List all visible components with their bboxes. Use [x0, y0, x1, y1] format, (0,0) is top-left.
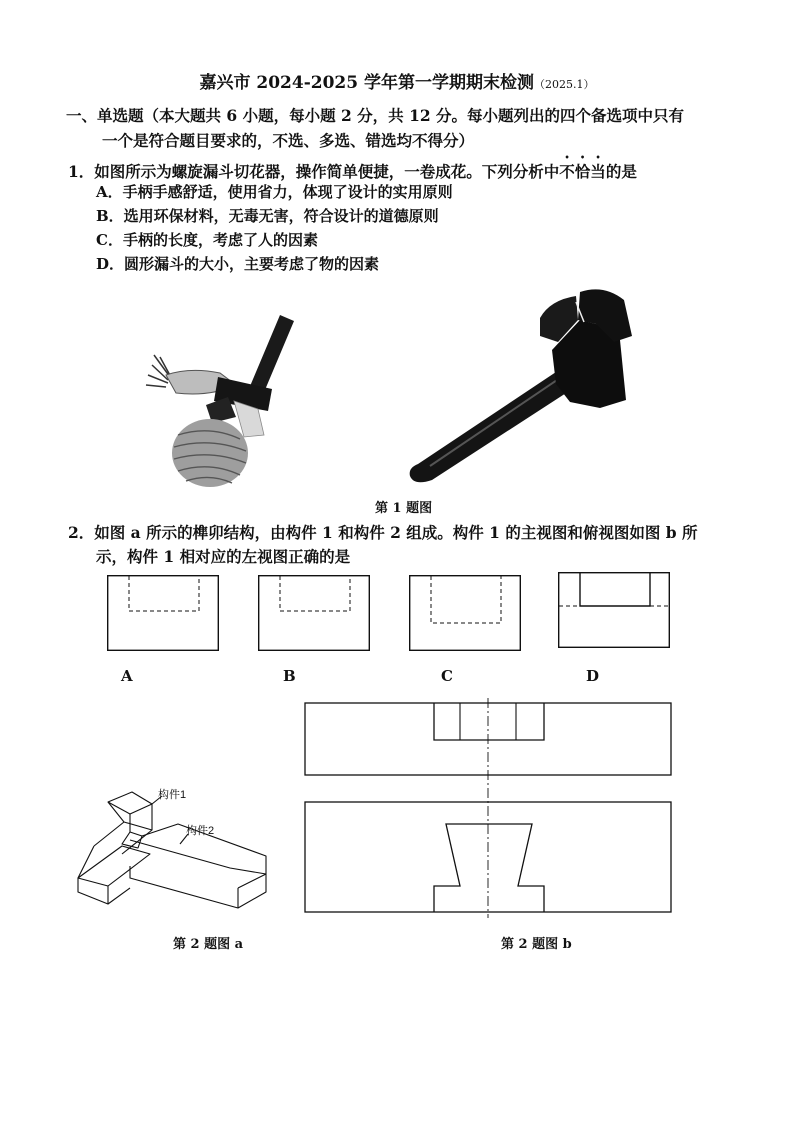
- q2-option-a-label[interactable]: A: [121, 667, 133, 685]
- q2-option-a-view[interactable]: [107, 575, 219, 651]
- exam-title: [0, 68, 794, 93]
- label-part2: 构件2: [186, 825, 215, 837]
- section-heading: [66, 103, 726, 153]
- q2-figure-a: [70, 782, 280, 914]
- q2-option-c-view[interactable]: [409, 575, 521, 651]
- q2-option-b-label[interactable]: B: [283, 667, 296, 685]
- q1-option-b[interactable]: B．选用环保材料，无毒无害，符合设计的道德原则: [96, 207, 439, 225]
- q2-caption-a: 第 2 题图 a: [173, 937, 244, 952]
- label-part1: 构件1: [158, 789, 187, 801]
- q2-figure-b: [300, 698, 680, 920]
- q2-caption-b: 第 2 题图 b: [501, 937, 572, 952]
- q2-option-c-label[interactable]: C: [441, 667, 453, 685]
- q2-stem-line1: 2．如图 a 所示的榫卯结构，由构件 1 和构件 2 组成。构件 1 的主视图和俯视图如图 b 所: [68, 523, 698, 542]
- q1-photo-cutter: [400, 280, 640, 490]
- q2-option-d-label[interactable]: D: [586, 667, 600, 685]
- section-note-line1: （本大题共 6 小题，每小题 2 分，共 12 分。每小题列出的四个备选项中只有: [143, 106, 685, 125]
- q1-stem-prefix: 1．如图所示为螺旋漏斗切花器，操作简单便捷，一卷成花。下列分析中: [68, 162, 560, 181]
- section-heading-label: 一、单选题: [66, 106, 144, 125]
- q2-stem-line2: 示，构件 1 相对应的左视图正确的是: [96, 547, 351, 566]
- q1-option-a[interactable]: A．手柄手感舒适，使用省力，体现了设计的实用原则: [96, 183, 453, 201]
- q1-stem-suffix: 的是: [605, 162, 637, 181]
- section-note-line2: 一个是符合题目要求的，不选、多选、错选均不得分）: [102, 131, 475, 150]
- q1-option-d[interactable]: D．圆形漏斗的大小，主要考虑了物的因素: [96, 255, 380, 273]
- q1-stem-emphasis: 不恰当: [559, 162, 606, 181]
- q2-option-d-view[interactable]: [558, 572, 670, 648]
- q2-option-b-view[interactable]: [258, 575, 370, 651]
- q1-caption: 第 1 题图: [375, 501, 433, 516]
- q1-option-c[interactable]: C．手柄的长度，考虑了人的因素: [96, 231, 318, 249]
- q1-stem: [68, 152, 637, 184]
- q1-photo-cutter-with-carrot: [140, 305, 310, 495]
- exam-date: （2025.1）: [534, 78, 595, 91]
- exam-title-text: 嘉兴市 2024-2025 学年第一学期期末检测: [199, 73, 535, 93]
